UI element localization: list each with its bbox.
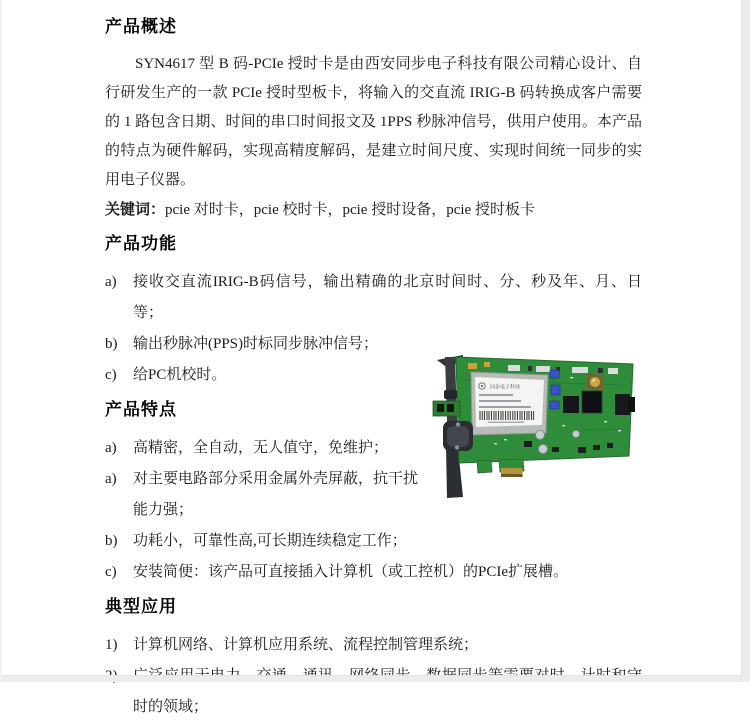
- keywords-line: [105, 195, 642, 225]
- list-marker: c): [105, 367, 117, 383]
- section-heading-functions: 产品功能: [105, 234, 177, 253]
- vertical-scrollbar-track[interactable]: [741, 0, 750, 682]
- inductor: [444, 390, 457, 399]
- list-marker: b): [105, 336, 118, 352]
- list-item: [105, 630, 642, 661]
- list-item-text: 输出秒脉冲(PPS)时标同步脉冲信号；: [133, 336, 379, 352]
- keywords-label: 关键词：: [105, 202, 166, 218]
- keywords-text: pcie 对时卡，pcie 校时卡，pcie 授时设备，pcie 授时板卡: [165, 202, 535, 218]
- list-item: [105, 557, 642, 588]
- list-item-text: 时的领域；: [133, 699, 209, 715]
- document-content: [105, 8, 642, 723]
- list-marker: a): [105, 440, 117, 456]
- list-marker: a): [105, 471, 117, 487]
- list-item: [105, 267, 642, 329]
- list-item: [105, 360, 642, 391]
- section-heading-features: 产品特点: [105, 400, 177, 419]
- label-title: 同步电子科技: [490, 384, 521, 391]
- overview-paragraph: SYN4617 型 B 码-PCIe 授时卡是由西安同步电子科技有限公司精心设计、自行研发生产的一款 PCIe 授时型板卡，将输入的交直流 IRIG-B 码转换成客户需要的 1 路包含日期、时间的串口时间报文及 1PPS 秒脉冲信号，供用户使用。本产品的特点为硬件解码，实现高精度解码，是建立时间尺度、实现时间统一同步的实用电子仪器。: [105, 56, 642, 188]
- list-item: [105, 526, 642, 557]
- section-heading-applications: 典型应用: [105, 597, 177, 616]
- ic-chip-large: [582, 391, 602, 413]
- terminal-block: [433, 401, 460, 416]
- right-edge-connector: [615, 394, 635, 415]
- label-text-line: [479, 394, 513, 396]
- list-marker: b): [105, 533, 118, 549]
- horizontal-scrollbar-track[interactable]: [2, 675, 743, 682]
- label-text-line: [479, 400, 521, 402]
- list-marker: a): [105, 274, 117, 290]
- list-item-text: 高精密，全自动，无人值守，免维护；: [133, 440, 389, 456]
- section-heading-overview: 产品概述: [105, 17, 177, 36]
- ic-chip-small: [563, 396, 579, 413]
- list-marker: 1): [105, 637, 118, 653]
- list-item-text: 功耗小，可靠性高,可长期连续稳定工作；: [133, 533, 407, 549]
- barcode-digits: [488, 422, 524, 424]
- list-item-text: 接收交直流IRIG-B码信号，输出精确的北京时间时、分、秒及年、月、日等；: [133, 274, 642, 321]
- list-item: [105, 661, 642, 723]
- list-marker: c): [105, 564, 117, 580]
- list-item: [105, 329, 642, 360]
- list-item-text: 安装简便：该产品可直接插入计算机（或工控机）的PCIe扩展槽。: [133, 564, 569, 580]
- list-item-text: 对主要电路部分采用金属外壳屏蔽，抗干扰能力强；: [133, 471, 419, 518]
- list-item-text: 给PC机校时。: [133, 367, 227, 383]
- label-text-line: [479, 406, 531, 408]
- list-item: [105, 464, 642, 526]
- list-item: [105, 433, 642, 464]
- list-item-text: 计算机网络、计算机应用系统、流程控制管理系统；: [133, 637, 479, 653]
